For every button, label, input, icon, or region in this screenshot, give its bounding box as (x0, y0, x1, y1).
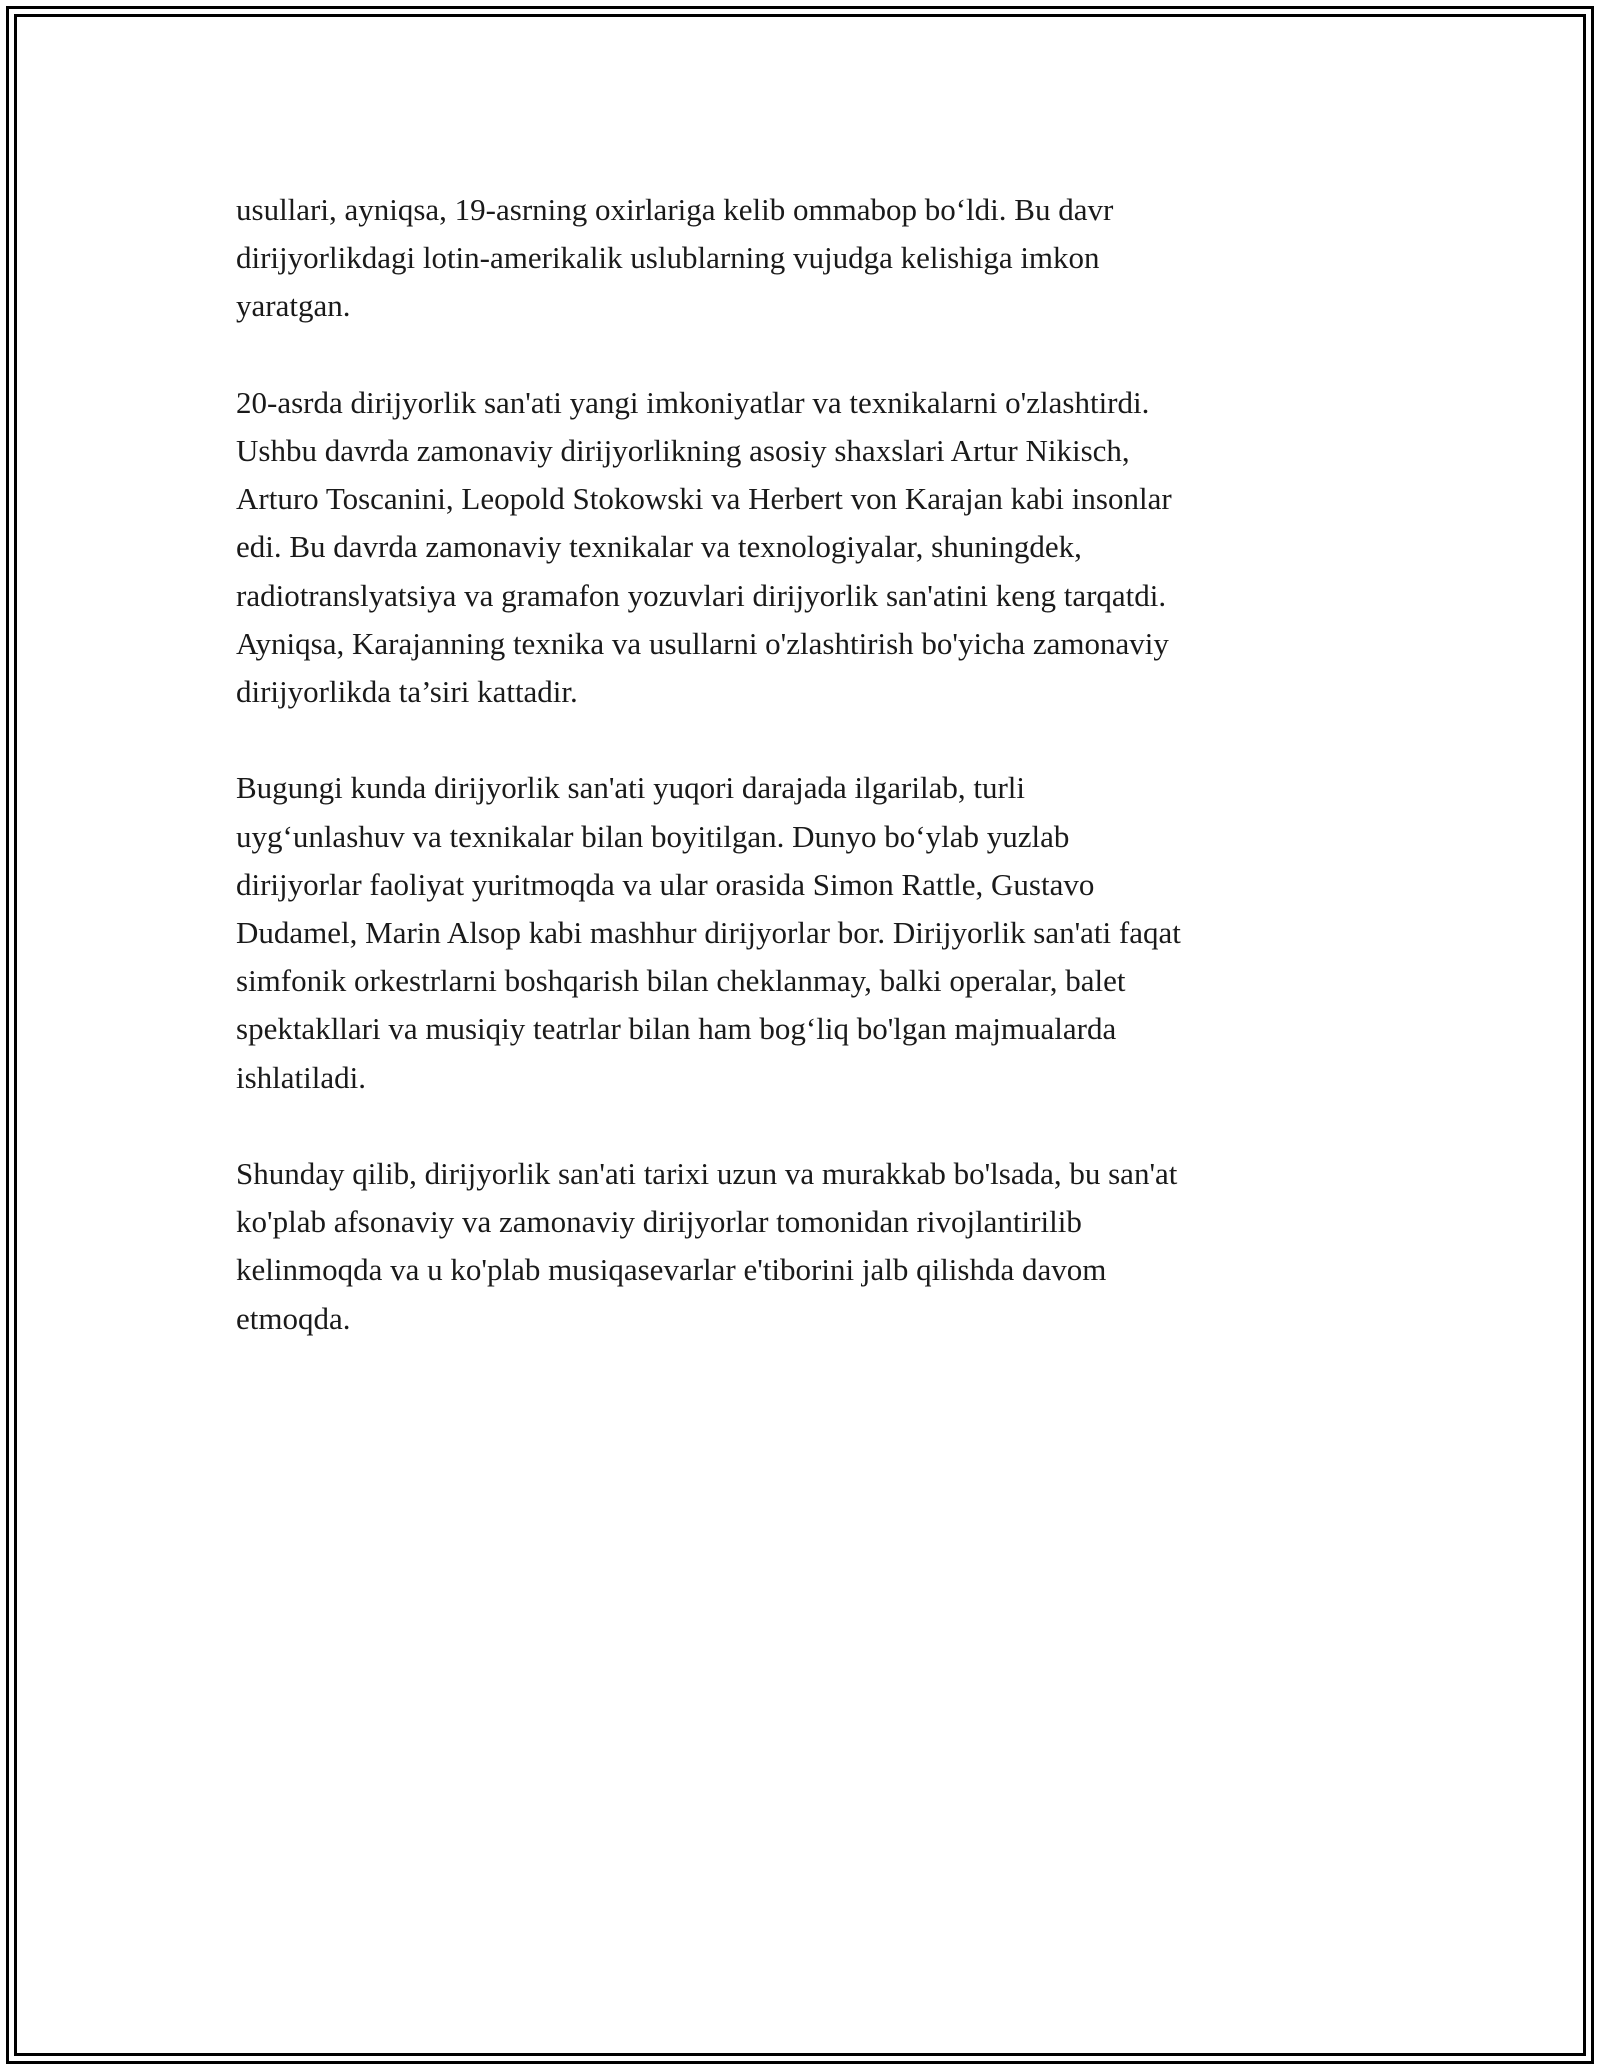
text-line: spektakllari va musiqiy teatrlar bilan ham bog‘liq bo'lgan majmualarda (236, 1011, 1117, 1047)
text-line: Ushbu davrda zamonaviy dirijyorlikning asosiy shaxslari Artur Nikisch, (236, 433, 1130, 468)
text-line: Shunday qilib, dirijyorlik san'ati tarixi uzun va murakkab bo'lsada, bu san'at (236, 1156, 1178, 1192)
text-line: Ayniqsa, Karajanning texnika va usullarni o'zlashtirish bo'yicha zamonaviy (236, 625, 1169, 661)
text-line: radiotranslyatsiya va gramafon yozuvlari dirijyorlik san'atini keng tarqatdi. (236, 577, 1167, 613)
paragraph-1 (236, 186, 1396, 331)
text-line: etmoqda. (236, 1300, 351, 1336)
text-line: dirijyorlikda ta’siri kattadir. (236, 674, 578, 710)
text-line: usullari, ayniqsa, 19-asrning oxirlariga kelib ommabop bo‘ldi. Bu davr (236, 192, 1114, 227)
text-line: ko'plab afsonaviy va zamonaviy dirijyorlar tomonidan rivojlantirilib (236, 1204, 1082, 1240)
text-line: simfonik orkestrlarni boshqarish bilan cheklanmay, balki operalar, balet (236, 963, 1126, 999)
text-line: kelinmoqda va u ko'plab musiqasevarlar e'tiborini jalb qilishda davom (236, 1252, 1107, 1288)
document-body (236, 186, 1396, 1391)
text-line: Bugungi kunda dirijyorlik san'ati yuqori darajada ilgarilab, turli (236, 770, 1026, 806)
paragraph-2 (236, 379, 1396, 716)
paragraph-3 (236, 764, 1396, 1101)
text-line: dirijyorlar faoliyat yuritmoqda va ular orasida Simon Rattle, Gustavo (236, 866, 1095, 902)
text-line: ishlatiladi. (236, 1059, 367, 1095)
paragraph-4 (236, 1150, 1396, 1343)
text-line: edi. Bu davrda zamonaviy texnikalar va texnologiyalar, shuningdek, (236, 529, 1082, 565)
text-line: Arturo Toscanini, Leopold Stokowski va Herbert von Karajan kabi insonlar (236, 481, 1172, 517)
text-line: Dudamel, Marin Alsop kabi mashhur dirijyorlar bor. Dirijyorlik san'ati faqat (236, 915, 1181, 951)
text-line: uyg‘unlashuv va texnikalar bilan boyitilgan. Dunyo bo‘ylab yuzlab (236, 818, 1070, 854)
text-line: yaratgan. (236, 288, 351, 324)
text-line: 20-asrda dirijyorlik san'ati yangi imkoniyatlar va texnikalarni o'zlashtirdi. (236, 384, 1150, 420)
text-line: dirijyorlikdagi lotin-amerikalik uslublarning vujudga kelishiga imkon (236, 240, 1100, 276)
